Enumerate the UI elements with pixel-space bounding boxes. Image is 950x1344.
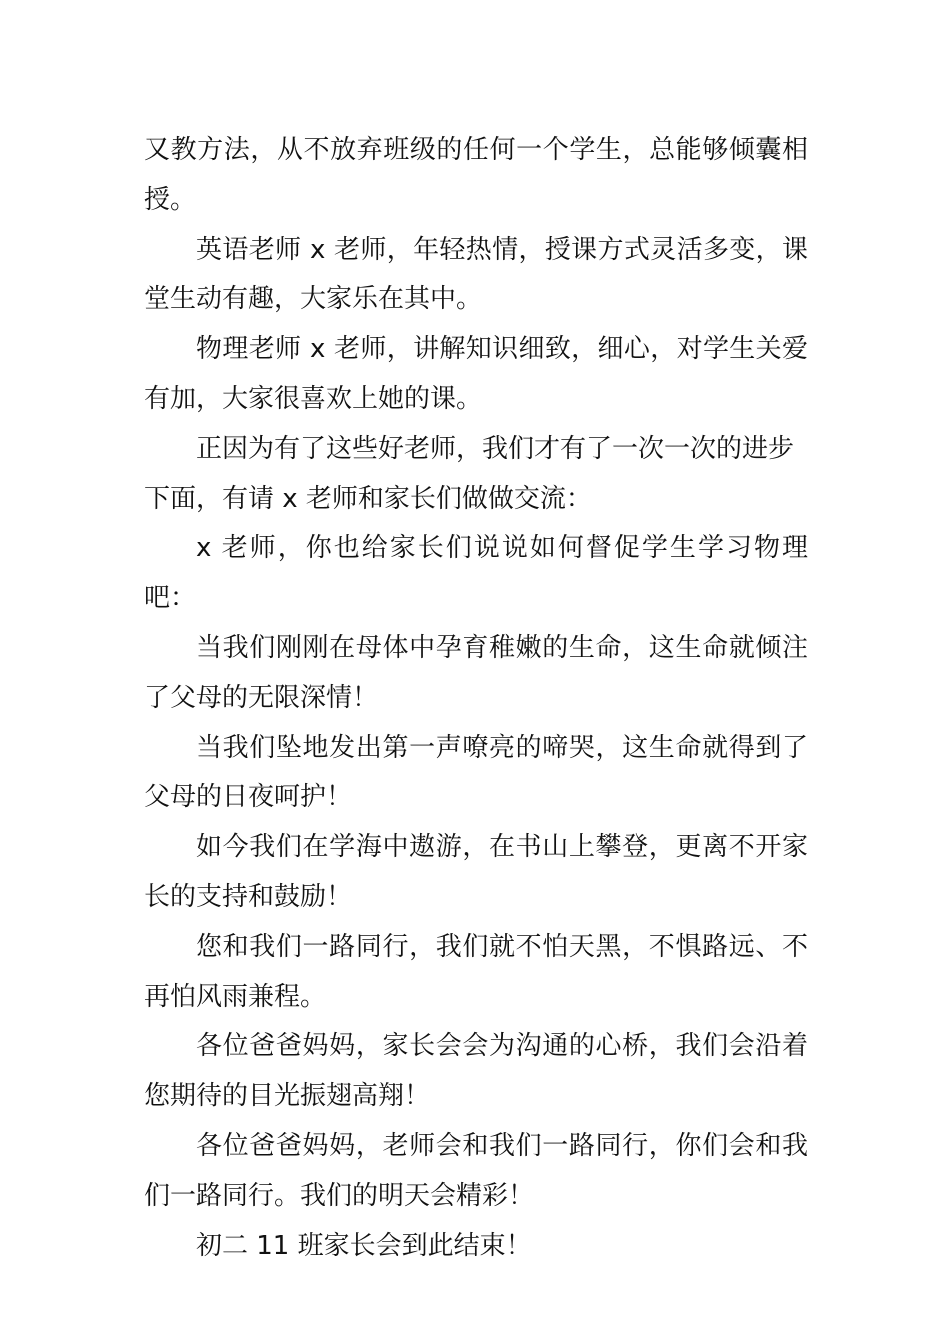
- paragraph-english-teacher: 英语老师 x 老师，年轻热情，授课方式灵活多变，课堂生动有趣，大家乐在其中。: [144, 234, 808, 315]
- paragraph-physics-teacher: 物理老师 x 老师，讲解知识细致，细心，对学生关爱有加，大家很喜欢上她的课。: [144, 334, 808, 414]
- paragraph-continuation: 又教方法，从不放弃班级的任何一个学生，总能够倾囊相授。: [144, 135, 808, 215]
- paragraph-progress: 正因为有了这些好老师，我们才有了一次一次的进步: [196, 433, 795, 464]
- paragraph-physics-advice: x 老师，你也给家长们说说如何督促学生学习物理吧：: [144, 533, 808, 614]
- paragraph-bright-future: 各位爸爸妈妈，老师会和我们一路同行，你们会和我们一路同行。我们的明天会精彩！: [144, 1130, 808, 1211]
- paragraph-closing: 初二 11 班家长会到此结束！: [196, 1230, 532, 1261]
- paragraph-invite-exchange: 下面，有请 x 老师和家长们做做交流：: [144, 483, 592, 514]
- paragraph-study-support: 如今我们在学海中遨游，在书山上攀登，更离不开家长的支持和鼓励！: [144, 832, 808, 912]
- paragraph-birth: 当我们刚刚在母体中孕育稚嫩的生命，这生命就倾注了父母的无限深情！: [144, 632, 808, 713]
- paragraph-heart-bridge: 各位爸爸妈妈，家长会会为沟通的心桥，我们会沿着您期待的目光振翅高翔！: [144, 1031, 808, 1112]
- document-body: [144, 126, 808, 1271]
- paragraph-first-cry: 当我们坠地发出第一声嘹亮的啼哭，这生命就得到了父母的日夜呵护！: [144, 732, 808, 813]
- paragraph-walk-together: 您和我们一路同行，我们就不怕天黑，不惧路远、不再怕风雨兼程。: [144, 931, 808, 1012]
